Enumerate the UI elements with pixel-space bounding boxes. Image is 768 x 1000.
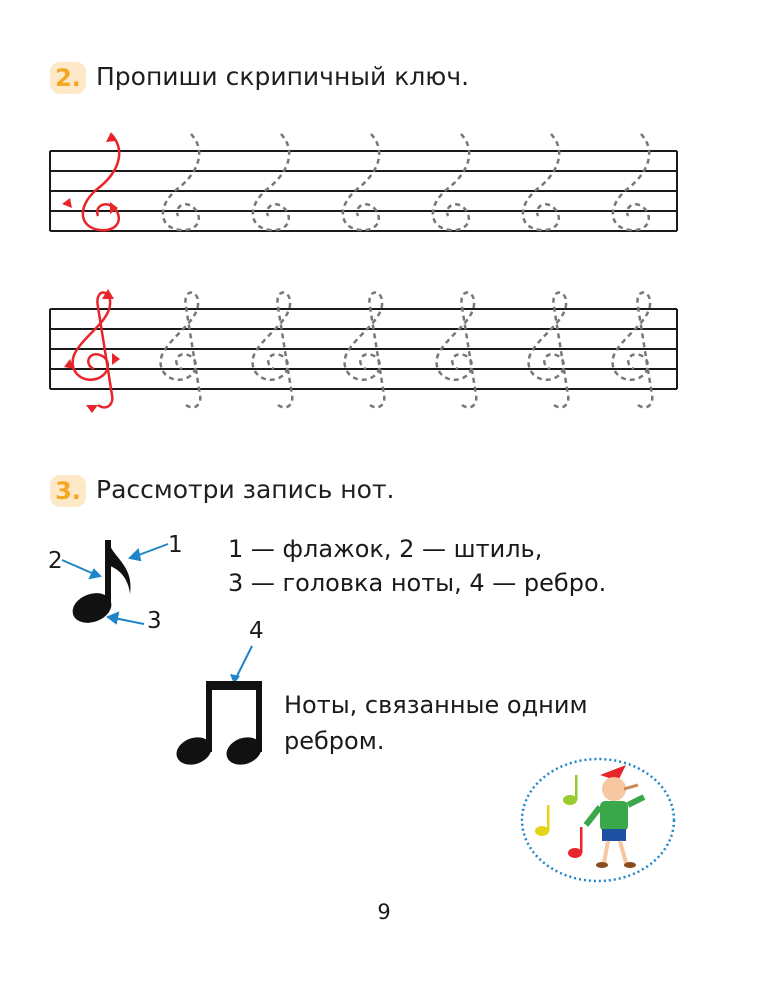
- page-number: 9: [377, 900, 391, 924]
- task-2-badge: 2.: [50, 62, 86, 94]
- legend-line-1: 1 — флажок, 2 — штиль,: [228, 535, 543, 563]
- pinocchio-illustration: [520, 755, 680, 885]
- staff-2: [0, 285, 768, 425]
- label-head: 3: [147, 608, 162, 634]
- staff-1: [0, 120, 768, 250]
- beamed-caption-line-1: Ноты, связанные одним: [284, 691, 588, 719]
- beamed-eighth-notes-icon: [170, 640, 280, 770]
- beamed-caption-line-2: ребром.: [284, 727, 385, 755]
- legend-line-2: 3 — головка ноты, 4 — ребро.: [228, 569, 607, 597]
- task-3-title: Рассмотри запись нот.: [96, 475, 395, 504]
- task-3-badge: 3.: [50, 475, 86, 507]
- task-2-title: Пропиши скрипичный ключ.: [96, 62, 470, 91]
- label-flag: 1: [168, 532, 183, 558]
- label-stem: 2: [48, 548, 63, 574]
- red-treble-clef-icon: [64, 289, 120, 413]
- red-swirl-clef-icon: [62, 132, 119, 230]
- label-beam: 4: [249, 618, 264, 644]
